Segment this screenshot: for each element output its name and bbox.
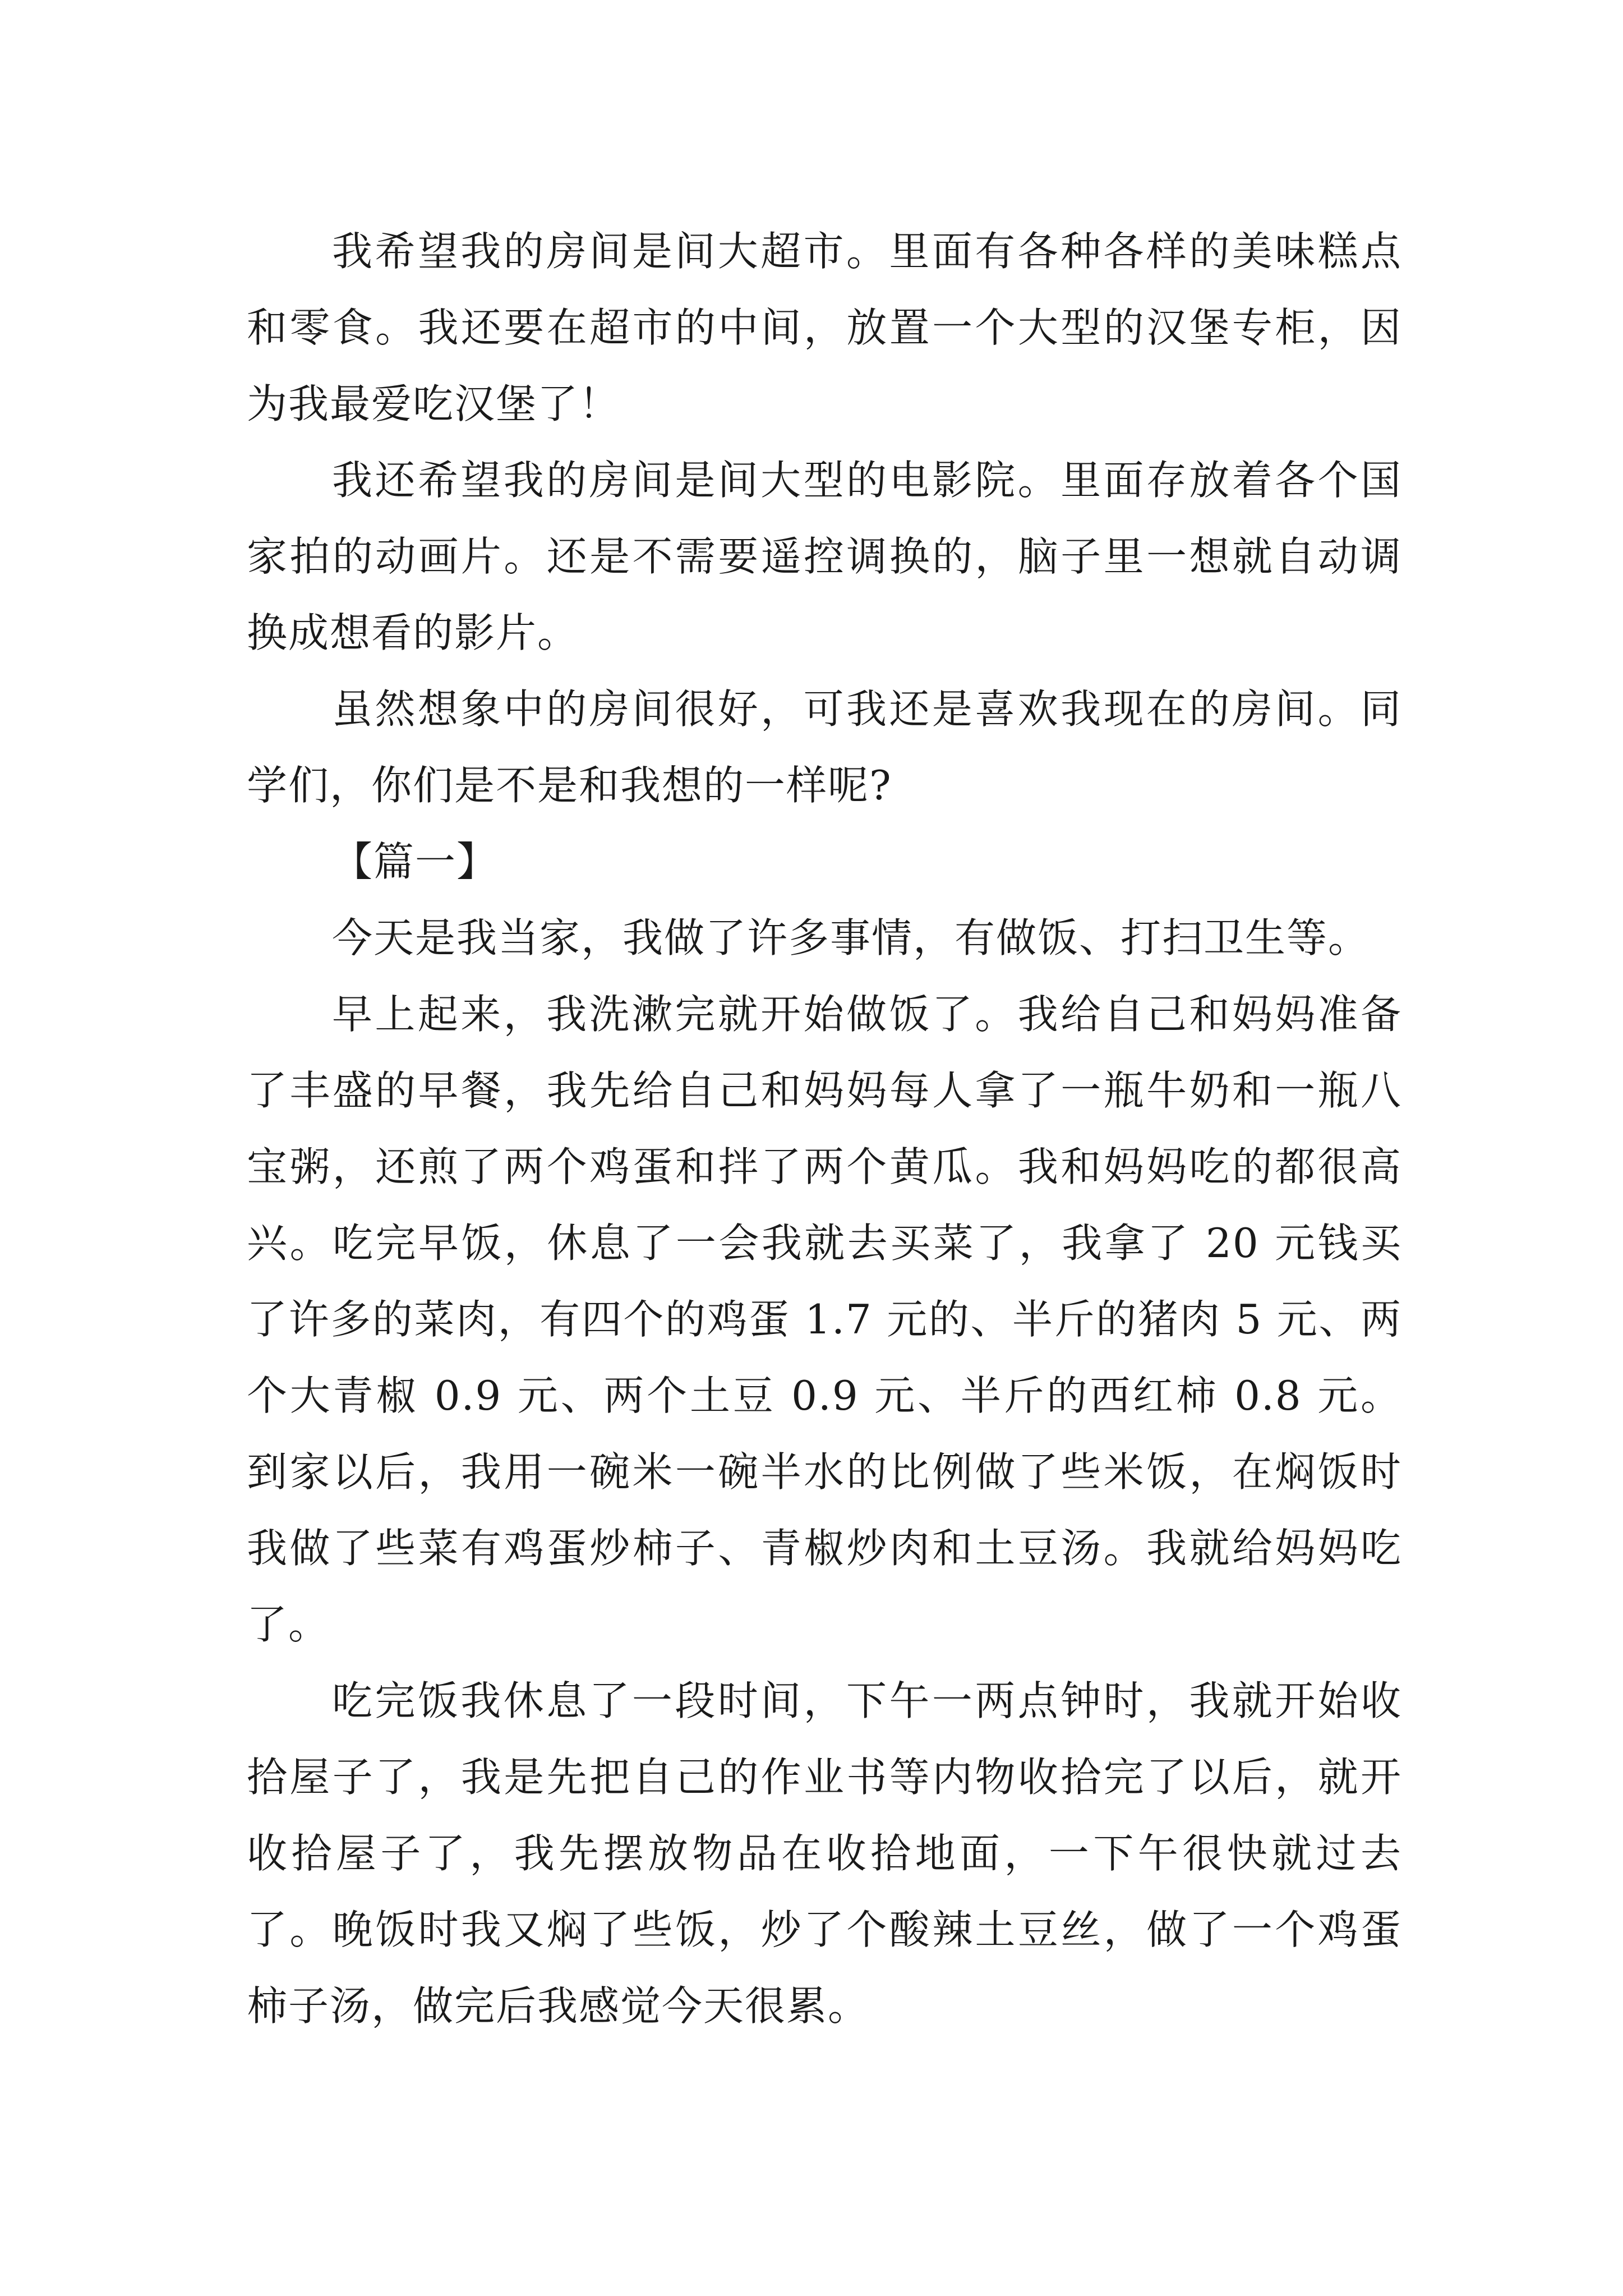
paragraph-afternoon: 吃完饭我休息了一段时间，下午一两点钟时，我就开始收拾屋子了，我是先把自己的作业书等内物收拾完了以后，就开收拾屋子了，我先摆放物品在收拾地面，一下午很快就过去了。晚饭时我又焖了些饭，炒了个酸辣土豆丝，做了一个鸡蛋柿子汤，做完后我感觉今天很累。 [247, 1677, 1402, 2030]
paragraph-supermarket: 我希望我的房间是间大超市。里面有各种各样的美味糕点和零食。我还要在超市的中间，放置一个大型的汉堡专柜，因为我最爱吃汉堡了！ [247, 228, 1402, 427]
section-heading: 【篇一】 [332, 838, 499, 885]
paragraph-conclusion: 虽然想象中的房间很好，可我还是喜欢我现在的房间。同学们，你们是不是和我想的一样呢? [247, 685, 1402, 809]
paragraph-cinema: 我还希望我的房间是间大型的电影院。里面存放着各个国家拍的动画片。还是不需要遥控调换的，脑子里一想就自动调换成想看的影片。 [247, 457, 1402, 656]
paragraph-intro: 今天是我当家，我做了许多事情，有做饭、打扫卫生等。 [332, 914, 1370, 961]
paragraph-morning: 早上起来，我洗漱完就开始做饭了。我给自己和妈妈准备了丰盛的早餐，我先给自己和妈妈每人拿了一瓶牛奶和一瓶八宝粥，还煎了两个鸡蛋和拌了两个黄瓜。我和妈妈吃的都很高兴。吃完早饭，休息了一会我就去买菜了，我拿了 20 元钱买了许多的菜肉，有四个的鸡蛋 1.7 元的、半斤的猪肉 5 元、两个大青椒 0.9 元、两个土豆 0.9 元、半斤的西红柿 0.8 元。到家以后，我用一碗米一碗半水的比例做了些米饭，在焖饭时我做了些菜有鸡蛋炒柿子、青椒炒肉和土豆汤。我就给妈妈吃了。 [247, 991, 1402, 1648]
document-page [247, 213, 1402, 2044]
